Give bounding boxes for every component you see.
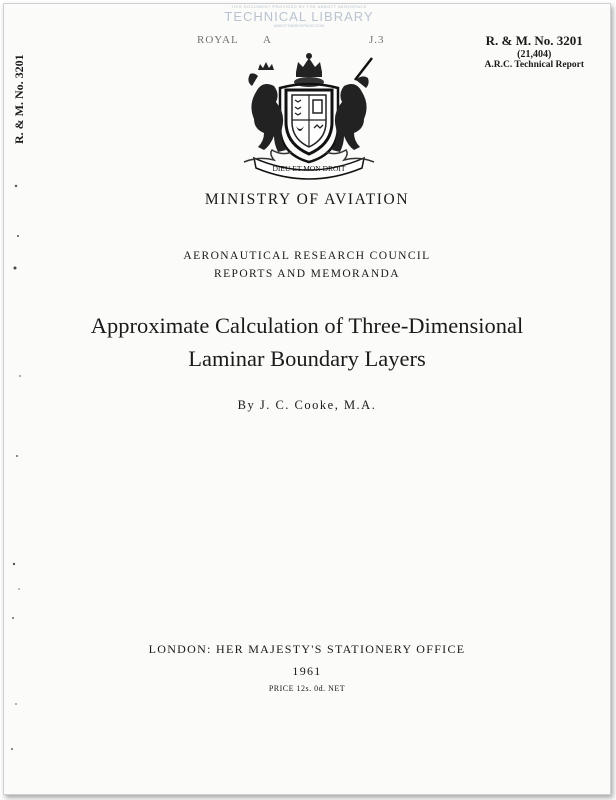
title-line-2: Laminar Boundary Layers — [188, 345, 426, 371]
report-number: R. & M. No. 3201 — [485, 33, 583, 48]
ministry-heading: MINISTRY OF AVIATION — [204, 191, 410, 208]
publisher-line: LONDON: HER MAJESTY'S STATIONERY OFFICE — [148, 642, 466, 656]
crest-motto: DIEU ET MON DROIT — [272, 164, 346, 173]
council-heading — [4, 247, 610, 284]
stamp-word-2: A — [263, 34, 272, 46]
council-line-2: REPORTS AND MEMORANDA — [214, 268, 400, 281]
document-title — [4, 310, 610, 375]
publication-year: 1961 — [292, 664, 322, 679]
vertical-report-number: R. & M. No. 3201 — [12, 54, 26, 144]
watermark-main: TECHNICAL LIBRARY — [224, 9, 374, 24]
document-page — [3, 3, 611, 795]
stamp-word-3: J.3 — [369, 34, 385, 46]
watermark-bottom-line: ABBOTTAEROSPACE.COM — [273, 23, 325, 28]
council-line-1: AERONAUTICAL RESEARCH COUNCIL — [183, 250, 431, 262]
faded-stamp — [197, 34, 407, 48]
watermark-top-line: THIS DOCUMENT PROVIDED BY THE ABBOTT AEROSPACE — [231, 4, 367, 9]
price-line: PRICE 12s. 0d. NET — [268, 684, 346, 694]
stamp-word-1: ROYAL — [197, 34, 239, 46]
report-type: A.R.C. Technical Report — [484, 60, 584, 71]
publisher-block — [4, 638, 610, 697]
author-line: By J. C. Cooke, M.A. — [237, 398, 377, 412]
report-identifier — [485, 34, 585, 71]
royal-coat-of-arms-icon — [234, 50, 384, 182]
report-reference: (21,404) — [517, 48, 552, 60]
title-line-1: Approximate Calculation of Three-Dimensional — [90, 313, 524, 338]
library-watermark — [209, 5, 389, 35]
